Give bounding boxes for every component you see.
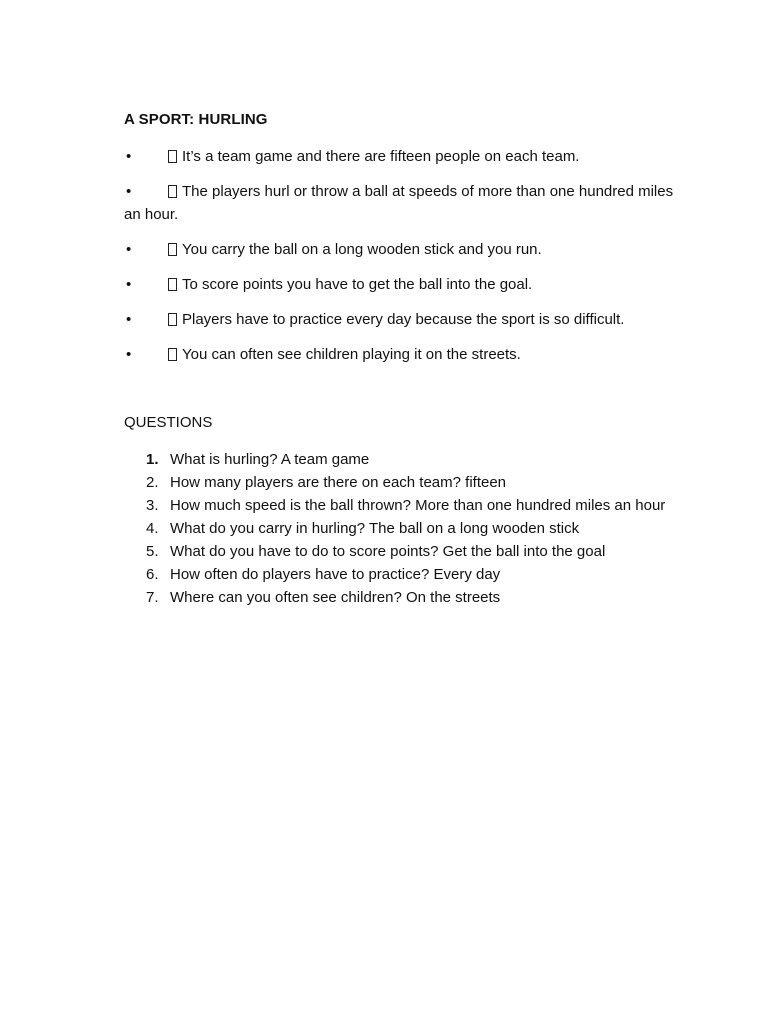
missing-glyph-icon xyxy=(168,150,177,163)
question-item xyxy=(124,517,684,540)
bullet-dot: • xyxy=(126,241,132,258)
question-text: How many players are there on each team? fifteen xyxy=(170,474,507,491)
bullet-text: You can often see children playing it on the streets. xyxy=(182,346,521,363)
bullet-item xyxy=(124,343,684,366)
bullet-text: You carry the ball on a long wooden stick and you run. xyxy=(182,241,542,258)
question-text: Where can you often see children? On the streets xyxy=(170,589,501,606)
question-item xyxy=(124,471,684,494)
question-item xyxy=(124,563,684,586)
question-number: 1. xyxy=(146,451,159,468)
questions-list xyxy=(124,448,684,609)
question-number: 5. xyxy=(146,543,159,560)
question-item xyxy=(124,540,684,563)
bullet-text: Players have to practice every day because the sport is so difficult. xyxy=(182,311,625,328)
bullet-dot: • xyxy=(126,276,132,293)
question-text: How much speed is the ball thrown? More than one hundred miles an hour xyxy=(170,497,666,514)
bullet-item xyxy=(124,145,684,168)
question-number: 6. xyxy=(146,566,159,583)
bullet-item xyxy=(124,273,684,296)
bullet-dot: • xyxy=(126,346,132,363)
question-number: 7. xyxy=(146,589,159,606)
missing-glyph-icon xyxy=(168,185,177,198)
question-text: What do you carry in hurling? The ball on a long wooden stick xyxy=(170,520,580,537)
bullet-item xyxy=(124,238,684,261)
question-text: How often do players have to practice? Every day xyxy=(170,566,501,583)
question-item xyxy=(124,494,684,517)
bullet-dot: • xyxy=(126,148,132,165)
bullet-dot: • xyxy=(126,311,132,328)
question-text: What do you have to do to score points? Get the ball into the goal xyxy=(170,543,606,560)
document-title: A SPORT: HURLING xyxy=(124,111,268,128)
question-number: 2. xyxy=(146,474,159,491)
missing-glyph-icon xyxy=(168,278,177,291)
missing-glyph-icon xyxy=(168,313,177,326)
bullet-text: It’s a team game and there are fifteen people on each team. xyxy=(182,148,580,165)
bullet-dot: • xyxy=(126,183,132,200)
bullet-list xyxy=(124,145,684,378)
question-item xyxy=(124,448,684,471)
question-number: 4. xyxy=(146,520,159,537)
missing-glyph-icon xyxy=(168,243,177,256)
bullet-item xyxy=(124,308,684,331)
questions-heading: QUESTIONS xyxy=(124,414,213,431)
question-text: What is hurling? A team game xyxy=(170,451,370,468)
bullet-item xyxy=(124,180,684,226)
missing-glyph-icon xyxy=(168,348,177,361)
question-number: 3. xyxy=(146,497,159,514)
question-item xyxy=(124,586,684,609)
bullet-text: The players hurl or throw a ball at speeds of more than one hundred miles an hour. xyxy=(124,183,674,223)
bullet-text: To score points you have to get the ball into the goal. xyxy=(182,276,533,293)
